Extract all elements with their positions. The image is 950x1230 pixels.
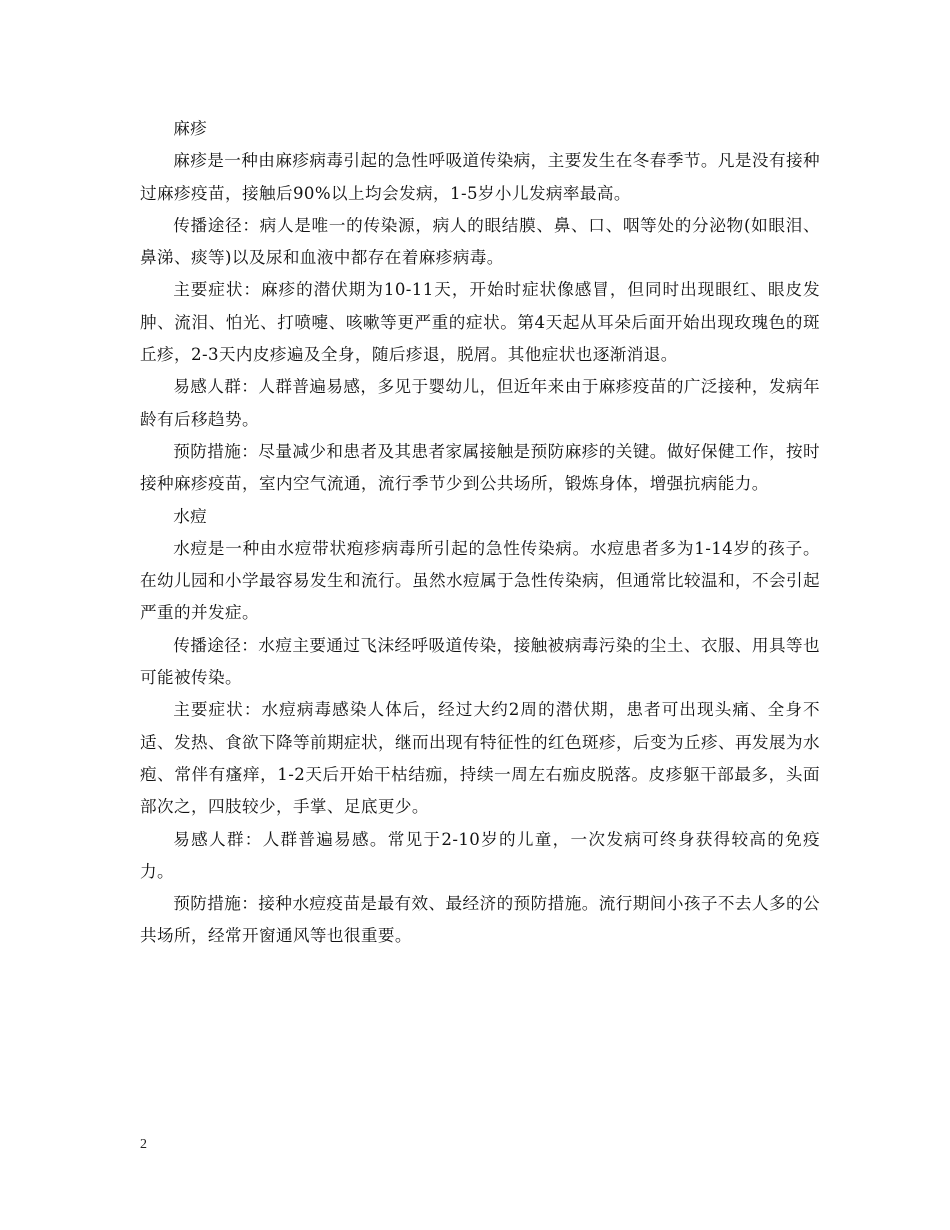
paragraph: 易感人群：人群普遍易感，多见于婴幼儿，但近年来由于麻疹疫苗的广泛接种，发病年龄有后移趋势。 (140, 377, 820, 429)
paragraph: 主要症状：麻疹的潜伏期为10-11天，开始时症状像感冒，但同时出现眼红、眼皮发肿、流泪、怕光、打喷嚏、咳嗽等更严重的症状。第4天起从耳朵后面开始出现玫瑰色的斑丘疹，2-3天内皮疹遍及全身，随后疹退，脱屑。其他症状也逐渐消退。 (140, 280, 820, 365)
paragraph: 易感人群：人群普遍易感。常见于2-10岁的儿童，一次发病可终身获得较高的免疫力。 (140, 829, 820, 881)
paragraph: 传播途径：水痘主要通过飞沫经呼吸道传染，接触被病毒污染的尘土、衣服、用具等也可能被传染。 (140, 635, 820, 688)
document-body (140, 113, 820, 953)
paragraph: 预防措施：接种水痘疫苗是最有效、最经济的预防措施。流行期间小孩子不去人多的公共场所，经常开窗通风等也很重要。 (140, 894, 820, 946)
section-title-measles: 麻疹 (173, 119, 208, 138)
paragraph: 传播途径：病人是唯一的传染源，病人的眼结膜、鼻、口、咽等处的分泌物(如眼泪、鼻涕、痰等)以及尿和血液中都存在着麻疹病毒。 (140, 215, 820, 268)
paragraph: 麻疹是一种由麻疹病毒引起的急性呼吸道传染病，主要发生在冬春季节。凡是没有接种过麻疹疫苗，接触后90%以上均会发病，1-5岁小儿发病率最高。 (140, 151, 820, 203)
paragraph: 水痘是一种由水痘带状疱疹病毒所引起的急性传染病。水痘患者多为1-14岁的孩子。在幼儿园和小学最容易发生和流行。虽然水痘属于急性传染病，但通常比较温和，不会引起严重的并发症。 (140, 538, 820, 623)
page-number: 2 (140, 1137, 147, 1152)
section-title-chickenpox: 水痘 (173, 506, 208, 526)
paragraph: 预防措施：尽量减少和患者及其患者家属接触是预防麻疹的关键。做好保健工作，按时接种麻疹疫苗，室内空气流通，流行季节少到公共场所，锻炼身体，增强抗病能力。 (140, 441, 820, 494)
paragraph: 主要症状：水痘病毒感染人体后，经过大约2周的潜伏期，患者可出现头痛、全身不适、发热、食欲下降等前期症状，继而出现有特征性的红色斑疹，后变为丘疹、再发展为水疱、常伴有瘙痒，1-2天后开始干枯结痂，持续一周左右痂皮脱落。皮疹躯干部最多，头面部次之，四肢较少，手掌、足底更少。 (140, 700, 820, 817)
